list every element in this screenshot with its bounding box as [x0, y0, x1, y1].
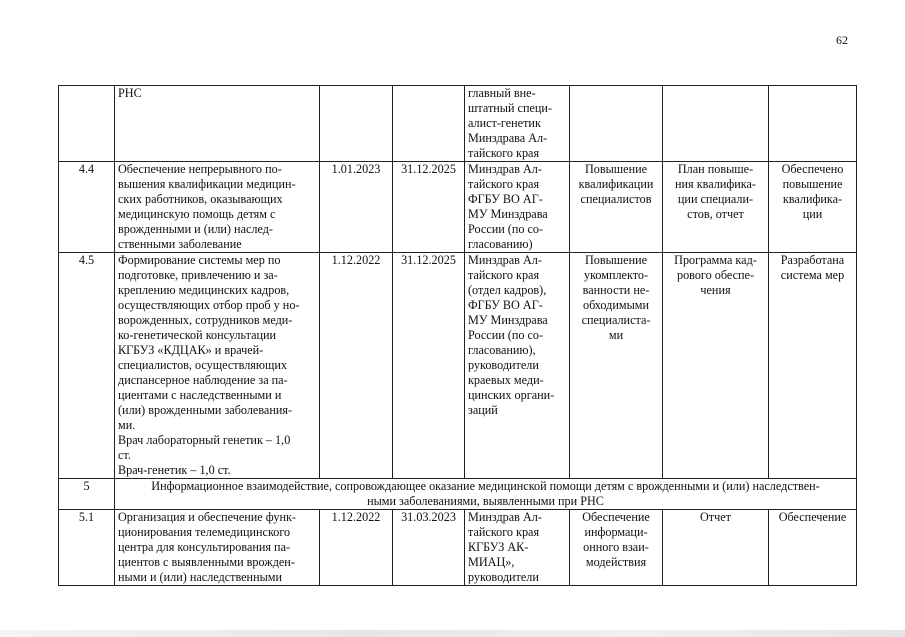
activity-cell: РНС: [115, 86, 320, 162]
section-title: Информационное взаимодействие, сопровождающее оказание медицинской помощи детям с врожденными и (или) наследствен- ными заболеваниями, выявленными при РНС: [115, 479, 857, 510]
activity-cell: Организация и обеспечение функ- ционирования телемедицинского центра для консультирования па- циентов с выявленными врожден- ными и (или) наследственными: [115, 510, 320, 586]
document-cell: Отчет: [663, 510, 769, 586]
executor-cell: Минздрав Ал- тайского края ФГБУ ВО АГ- МУ Минздрава России (по со- гласованию): [465, 162, 570, 253]
row-number: 5.1: [59, 510, 115, 586]
section-number: 5: [59, 479, 115, 510]
activity-cell: Формирование системы мер по подготовке, привлечению и за- креплению медицинских кадров, осуществляющих отбор проб у но- ворожденных, сотрудников меди- ко-генетической консультации КГБУЗ «КДЦАК» и врачей- специалистов, осуществляющих диспансерное наблюдение за па- циентами с наследственными и (или) врожденными заболевания- ми. Врач лабораторный генетик – 1,0 ст. Врач-генетик – 1,0 ст.: [115, 253, 320, 479]
result-cell: Повышение квалификации специалистов: [570, 162, 663, 253]
table-row: [59, 510, 857, 586]
start-date-cell: 1.12.2022: [320, 253, 393, 479]
result-cell: Обеспечение информаци- онного взаи- модействия: [570, 510, 663, 586]
section-row: [59, 479, 857, 510]
result-cell: [570, 86, 663, 162]
row-number: 4.5: [59, 253, 115, 479]
result-cell: Повышение укомплекто- ванности не- обходимыми специалиста- ми: [570, 253, 663, 479]
end-date-cell: 31.12.2025: [393, 162, 465, 253]
document-cell: [663, 86, 769, 162]
end-date-cell: 31.03.2023: [393, 510, 465, 586]
page-number: 62: [836, 33, 848, 47]
document-cell: План повыше- ния квалифика- ции специали- стов, отчет: [663, 162, 769, 253]
document-cell: Программа кад- рового обеспе- чения: [663, 253, 769, 479]
executor-cell: Минздрав Ал- тайского края КГБУЗ АК- МИАЦ», руководители: [465, 510, 570, 586]
table-row: [59, 162, 857, 253]
scan-edge: [0, 630, 905, 637]
row-number: 4.4: [59, 162, 115, 253]
action-plan-table: [58, 85, 857, 586]
executor-cell: Минздрав Ал- тайского края (отдел кадров), ФГБУ ВО АГ- МУ Минздрава России (по со- гласованию), руководители краевых меди- цинских органи- заций: [465, 253, 570, 479]
start-date-cell: 1.01.2023: [320, 162, 393, 253]
indicator-cell: Обеспечение: [769, 510, 857, 586]
indicator-cell: [769, 86, 857, 162]
indicator-cell: Обеспечено повышение квалифика- ции: [769, 162, 857, 253]
executor-cell: главный вне- штатный специ- алист-генетик Минздрава Ал- тайского края: [465, 86, 570, 162]
activity-cell: Обеспечение непрерывного по- вышения квалификации медицин- ских работников, оказывающих медицинскую помощь детям с врожденными и (или) наслед- ственными заболевание: [115, 162, 320, 253]
end-date-cell: 31.12.2025: [393, 253, 465, 479]
table-row: [59, 253, 857, 479]
table-row: [59, 86, 857, 162]
row-number: [59, 86, 115, 162]
end-date-cell: [393, 86, 465, 162]
start-date-cell: 1.12.2022: [320, 510, 393, 586]
start-date-cell: [320, 86, 393, 162]
indicator-cell: Разработана система мер: [769, 253, 857, 479]
